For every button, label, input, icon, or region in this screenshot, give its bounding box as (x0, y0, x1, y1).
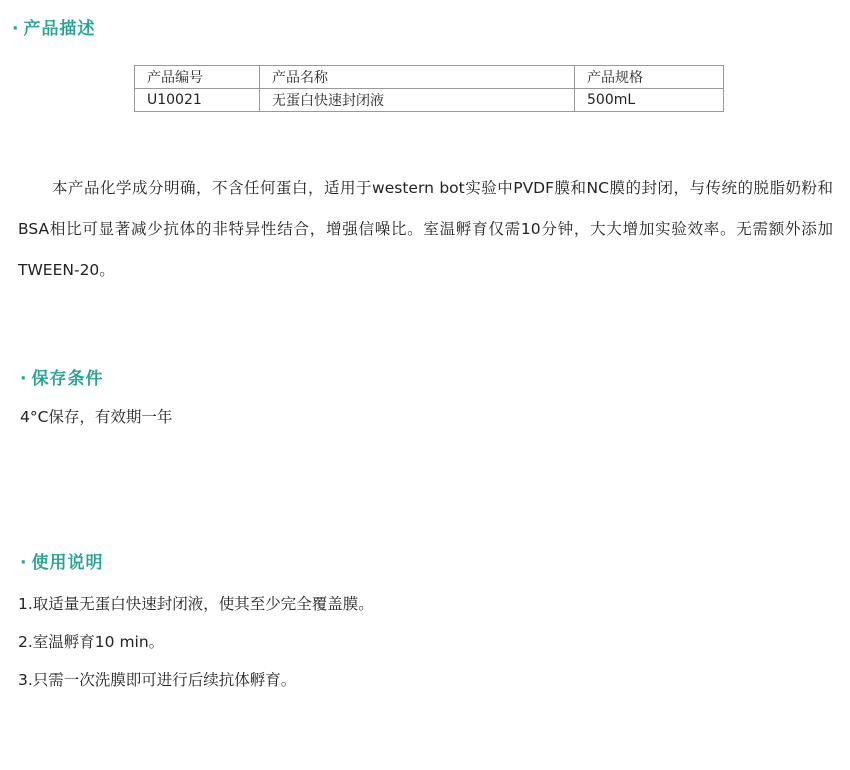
usage-step: 3.只需一次洗膜即可进行后续抗体孵育。 (18, 671, 297, 689)
usage-step: 2.室温孵育10 min。 (18, 633, 165, 651)
heading-title: 保存条件 (31, 369, 104, 389)
storage-text: 4°C保存，有效期一年 (20, 408, 173, 426)
heading-bullet: · (12, 19, 20, 39)
heading-title: 产品描述 (23, 19, 96, 39)
usage-step: 1.取适量无蛋白快速封闭液，使其至少完全覆盖膜。 (18, 595, 374, 613)
heading-bullet: · (20, 553, 28, 573)
storage-conditions-heading (20, 364, 103, 389)
heading-title: 使用说明 (31, 553, 104, 573)
heading-bullet: · (20, 369, 28, 389)
usage-instructions-heading (20, 548, 103, 573)
table-cell-product-name: 无蛋白快速封闭液 (260, 89, 575, 112)
table-cell-product-id: U10021 (135, 89, 260, 112)
table-header-cell: 产品名称 (260, 66, 575, 89)
table-header-row (135, 66, 724, 89)
table-cell-product-spec: 500mL (575, 89, 724, 112)
product-description-heading (12, 14, 95, 39)
table-header-cell: 产品规格 (575, 66, 724, 89)
product-description-text: 本产品化学成分明确，不含任何蛋白，适用于western bot实验中PVDF膜和NC膜的封闭，与传统的脱脂奶粉和BSA相比可显著减少抗体的非特异性结合，增强信噪比。室温孵育仅需10分钟，大大增加实验效率。无需额外添加TWEEN-20。 (18, 179, 833, 279)
table-header-cell: 产品编号 (135, 66, 260, 89)
table-row (135, 89, 724, 112)
product-spec-table (134, 65, 724, 112)
